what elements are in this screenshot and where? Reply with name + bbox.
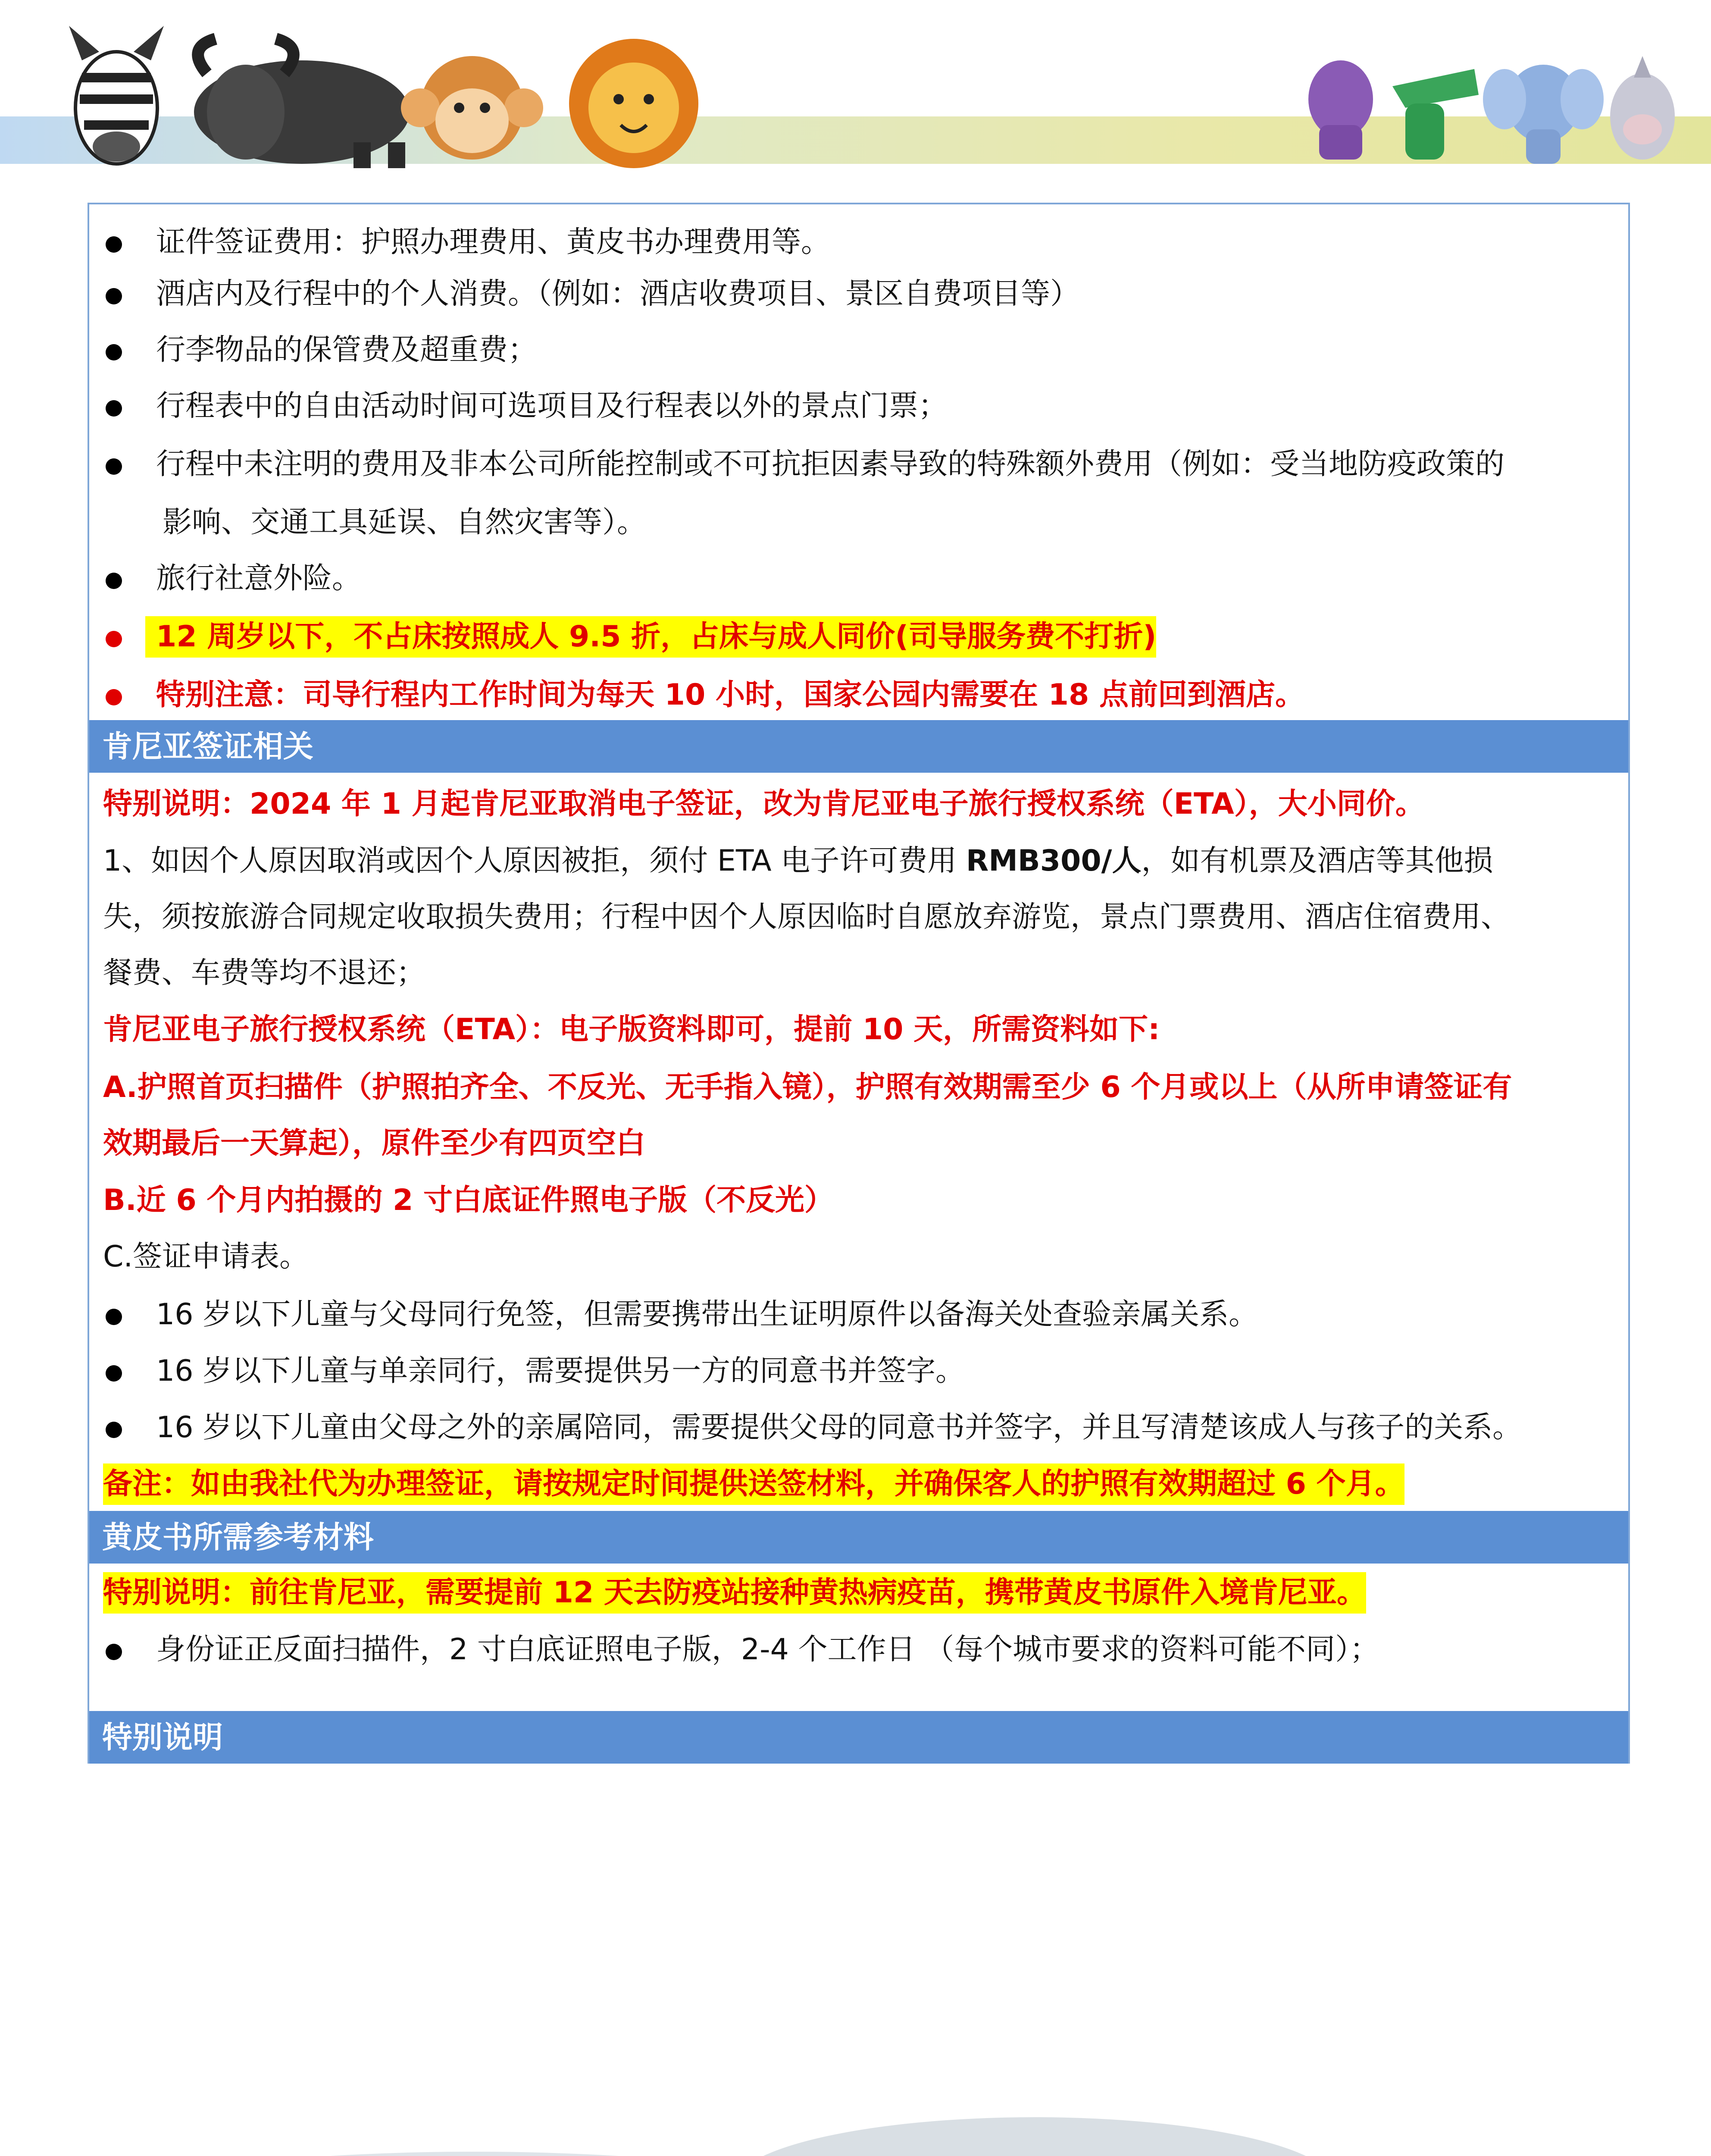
bullet-icon xyxy=(106,400,122,417)
lion-icon xyxy=(569,39,698,168)
section-heading-yellow-book: 黄皮书所需参考材料 xyxy=(89,1511,1628,1564)
bullet-icon xyxy=(106,689,122,705)
bullet-icon xyxy=(106,1365,122,1382)
zebra-icon xyxy=(69,26,164,164)
bullet-icon xyxy=(106,236,122,253)
hippo-icon xyxy=(1308,60,1373,160)
header-animals xyxy=(0,0,1711,172)
elephant-icon xyxy=(1483,65,1604,164)
section-heading-special: 特别说明 xyxy=(89,1711,1628,1764)
bullet-icon xyxy=(106,631,122,647)
crocodile-icon xyxy=(1392,69,1479,160)
bullet-icon xyxy=(106,1644,122,1660)
bullet-icon xyxy=(106,288,122,304)
monkey-icon xyxy=(401,56,543,160)
bullet-icon xyxy=(106,1309,122,1325)
buffalo-icon xyxy=(194,39,410,168)
bullet-icon xyxy=(106,1422,122,1438)
section-heading-visa: 肯尼亚签证相关 xyxy=(89,720,1628,773)
bullet-icon xyxy=(106,573,122,589)
bullet-icon xyxy=(106,458,122,475)
bullet-icon xyxy=(106,344,122,360)
footer-landscape xyxy=(0,2005,1711,2156)
rhino-icon xyxy=(1610,56,1675,160)
